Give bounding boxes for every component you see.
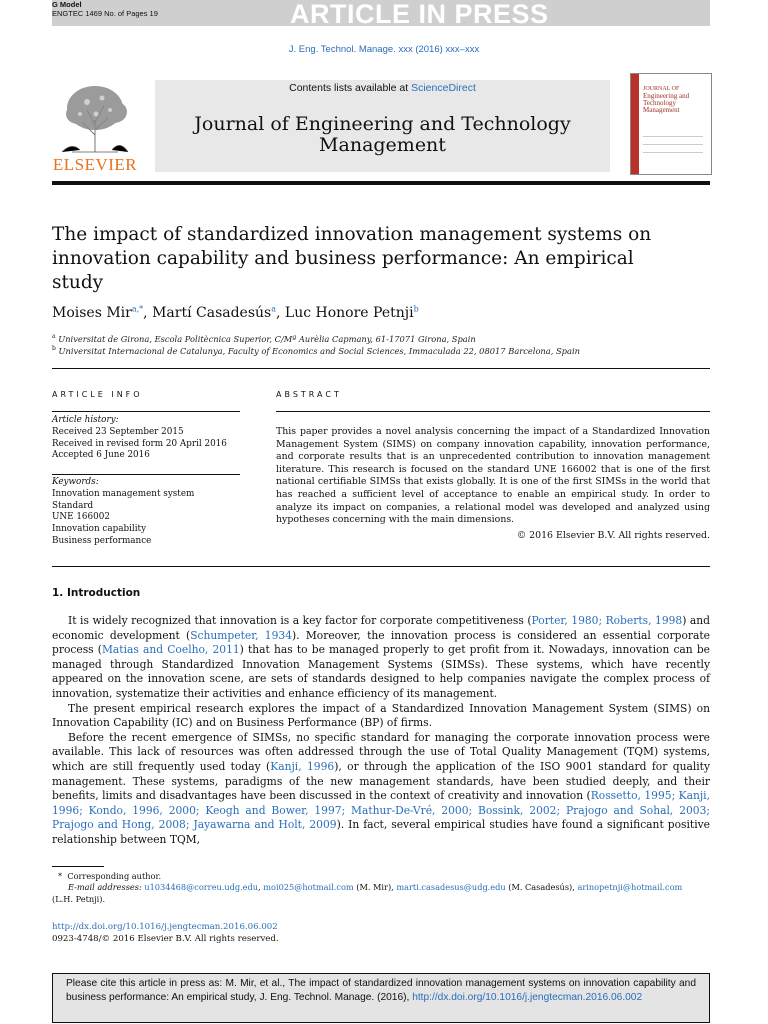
email-link[interactable]: moi025@hotmail.com xyxy=(263,882,354,893)
text-run: It is widely recognized that innovation is a key factor for corporate competitiveness ( xyxy=(68,614,532,627)
sciencedirect-link[interactable]: ScienceDirect xyxy=(411,82,476,94)
header-rule xyxy=(52,181,710,185)
abstract-heading: ABSTRACT xyxy=(276,390,342,399)
divider xyxy=(276,411,710,412)
email-link[interactable]: arinopetnji@hotmail.com xyxy=(577,882,683,893)
text-run: ). In fact, several empirical studies have found a significant positive relationship between TQM, xyxy=(52,818,710,846)
doi-block xyxy=(52,921,279,945)
citation-doi-link[interactable]: http://dx.doi.org/10.1016/j.jengtecman.2016.06.002 xyxy=(412,992,643,1004)
text-run: (M. Mir), xyxy=(353,882,397,893)
journal-reference-link[interactable]: J. Eng. Technol. Manage. xxx (2016) xxx–xxx xyxy=(288,44,480,55)
text-run: (M. Casadesús), xyxy=(505,882,578,893)
article-title: The impact of standardized innovation management systems on innovation capability and business performance: An empirical study xyxy=(52,224,652,293)
text-run: The present empirical research explores the impact of a Standardized Innovation Management System (SIMS) on Innovation Capability (IC) and on Business Performance (BP) of firms. xyxy=(52,701,710,730)
citation-text: Please cite this article in press as: M. Mir, et al., The impact of standardized innovation management systems on innovation capability and business performance: An empirical study, J. Eng. Technol. Manage. (2016), http://dx.doi.org/10.1016/j.jengtecman.2016.06.002 xyxy=(66,978,696,1004)
article-in-press-label: ARTICLE IN PRESS xyxy=(290,0,549,29)
author-name[interactable]: Moises Mir xyxy=(52,305,132,321)
email-link[interactable]: u1034468@correu.udg.edu xyxy=(144,882,259,893)
article-info-heading: ARTICLE INFO xyxy=(52,390,143,399)
text-run: , xyxy=(258,882,264,893)
journal-title: Journal of Engineering and Technology Management xyxy=(194,113,571,156)
abstract-copyright: © 2016 Elsevier B.V. All rights reserved. xyxy=(516,530,710,541)
divider xyxy=(52,411,240,412)
text-run: ), or through the application of the ISO 9001 standard for quality management. These systems, paradigms of the new management standards, have been studied deeply, and their benefits, limits and disadvantages have been discussed in the context of creativity and innovation ( xyxy=(52,759,710,803)
citation-link[interactable]: Rossetto, 1995; Kanji, 1996; Kondo, 1996, 2000; Keogh and Bower, 1997; Mathur-De-Vré, 2000; Bossink, 2002; Prajogo and Sohal, 2003; Prajogo and Hong, 2008; Jayawarna and Holt, 2009 xyxy=(52,789,710,832)
paragraph xyxy=(52,614,710,702)
text-run: ) and economic development ( xyxy=(52,614,711,642)
divider xyxy=(52,368,710,369)
author-name[interactable]: Luc Honore Petnji xyxy=(284,305,414,321)
divider xyxy=(52,474,240,475)
article-history: Article history: Received 23 September 2015 Received in revised form 20 April 2016 Accepted 6 June 2016 xyxy=(52,415,227,461)
contents-line: Contents lists available at ScienceDirect xyxy=(289,82,476,94)
footnote-rule xyxy=(52,866,104,867)
publisher-logo: ELSEVIER xyxy=(52,155,138,174)
author-list: Moises Mir$^{a,*}$, Martí Casadesús$^a$, Luc Honore Petnji$^b$ xyxy=(52,304,419,321)
issn-line: 0923-4748/© 2016 Elsevier B.V. All rights reserved. xyxy=(52,934,279,944)
author-name[interactable]: Martí Casadesús xyxy=(152,305,272,321)
citation-link[interactable]: Schumpeter, 1934 xyxy=(190,628,293,642)
paragraph xyxy=(52,702,710,731)
citation-link[interactable]: Kanji, 1996 xyxy=(270,759,335,773)
text-run: ) that has to be managed properly to get profit from it. Nowadays, innovation can be managed through Standardized Innovation Management Systems (SIMSs). These systems, which have recently appeared on the innovation scene, are sets of standards designed to help companies navigate the complex process of innovation, systematize their activities and enhance efficiency of its management. xyxy=(52,643,711,700)
divider xyxy=(52,566,710,567)
citation-link[interactable]: Matias and Coelho, 2011 xyxy=(101,643,240,657)
affiliation: $^a$ Universitat de Girona, Escola Politècnica Superior, C/Mª Aurèlia Capmany, 61-17071 Girona, Spain xyxy=(52,333,476,344)
footnote: * Corresponding author. E-mail addresses: u1034468@correu.udg.edu, moi025@hotmail.com (M. Mir), marti.casadesus@udg.edu (M. Casadesús), arinopetnji@hotmail.com (L.H. Petnji). xyxy=(52,871,683,904)
paragraph xyxy=(52,731,710,848)
introduction-body xyxy=(52,614,710,848)
affiliation: $^b$ Universitat Internacional de Catalunya, Faculty of Economics and Social Sciences, Immaculada 22, 08017 Barcelona, Spain xyxy=(52,345,580,356)
abstract-text: This paper provides a novel analysis concerning the impact of a Standardized Innovation Management System (SIMS) on company innovation capability, innovation performance, and corporate results that is an unprecedented contribution to innovation management literature. This research is focused on the standard UNE 166002 that is one of the first national certifiable SIMSs that exists globally. It is one of the first SIMSs in the world that has reached a sufficient level of acceptance to enable an empirical study. In order to analyze its impact on companies, a relational model was developed and analyzed using hypotheses concerning with the main dimensions. xyxy=(276,426,710,526)
manuscript-id: G Model ENGTEC 1469 No. of Pages 19 xyxy=(52,0,158,18)
journal-cover-icon[interactable]: JOURNAL OF Engineering and Technology Management xyxy=(630,73,712,175)
email-link[interactable]: marti.casadesus@udg.edu xyxy=(396,882,506,893)
text-run: Before the recent emergence of SIMSs, no specific standard for managing the corporate innovation process were available. This lack of resources was often addressed through the use of Total Quality Management (TQM) systems, which are still frequently used today ( xyxy=(52,730,710,773)
text-run: ). Moreover, the innovation process is considered an essential corporate process ( xyxy=(52,628,710,657)
citation-link[interactable]: Porter, 1980; Roberts, 1998 xyxy=(531,614,683,627)
section-heading: 1. Introduction xyxy=(52,587,141,599)
keywords-list: Keywords: Innovation management system Standard UNE 166002 Innovation capability Business performance xyxy=(52,477,195,546)
doi-link[interactable]: http://dx.doi.org/10.1016/j.jengtecman.2016.06.002 xyxy=(52,922,278,932)
